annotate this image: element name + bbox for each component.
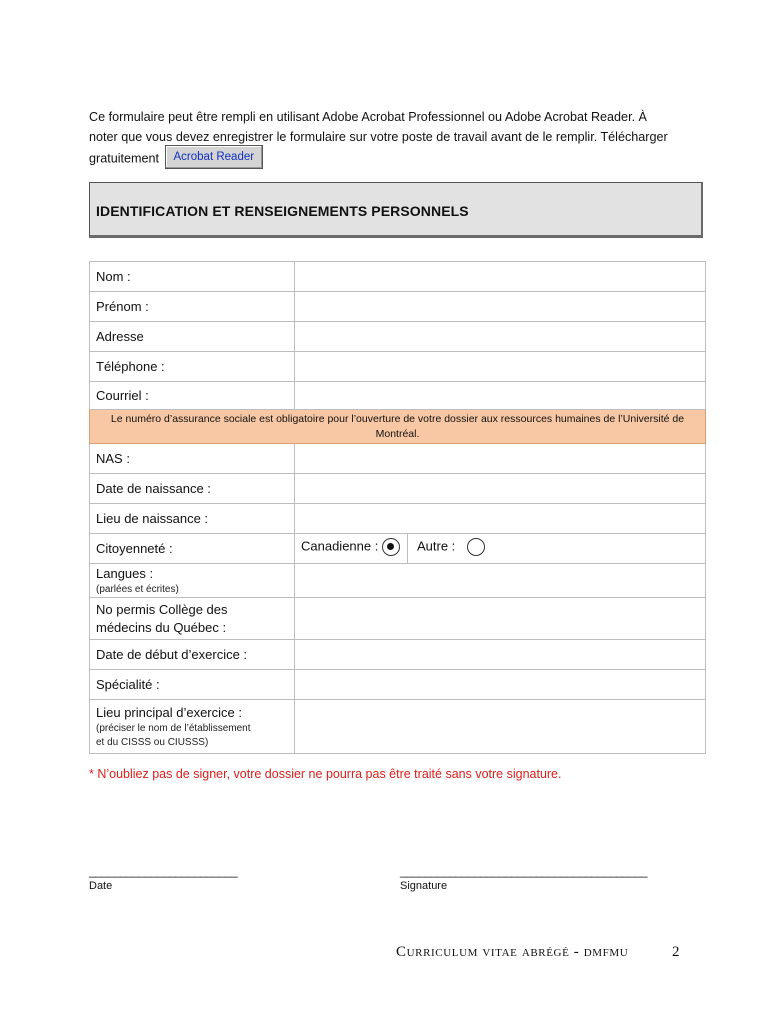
option-divider (407, 534, 408, 563)
identification-form (89, 261, 706, 754)
label-lieu-principal-main: Lieu principal d’exercice : (96, 704, 242, 720)
nas-field[interactable] (295, 444, 706, 474)
intro-text (89, 108, 709, 171)
label-date-naissance: Date de naissance : (90, 474, 295, 504)
acrobat-reader-button[interactable]: Acrobat Reader (165, 145, 264, 169)
option-canadienne-label: Canadienne : (301, 538, 379, 554)
label-adresse: Adresse (90, 322, 295, 352)
signature-warning: * N’oubliez pas de signer, votre dossier ne pourra pas être traité sans votre signature. (89, 767, 562, 781)
courriel-field[interactable] (295, 382, 706, 410)
lieu-naissance-field[interactable] (295, 504, 706, 534)
lieu-principal-field[interactable] (295, 700, 706, 754)
signature-line: ________________________________________ (400, 864, 647, 878)
row-nom (90, 262, 706, 292)
permis-field[interactable] (295, 598, 706, 640)
label-lieu-naissance: Lieu de naissance : (90, 504, 295, 534)
section-header (89, 182, 703, 238)
section-title: IDENTIFICATION ET RENSEIGNEMENTS PERSONNELS (96, 203, 469, 219)
label-lieu-principal-sub1: (préciser le nom de l’établissement (96, 722, 251, 734)
nom-field[interactable] (295, 262, 706, 292)
row-date-debut (90, 640, 706, 670)
label-date-debut: Date de début d’exercice : (90, 640, 295, 670)
label-permis (90, 598, 295, 640)
prenom-field[interactable] (295, 292, 706, 322)
intro-line-3 (89, 147, 709, 171)
row-courriel (90, 382, 706, 410)
option-autre (417, 538, 485, 556)
citoyennete-options (295, 534, 706, 564)
row-telephone (90, 352, 706, 382)
label-courriel: Courriel : (90, 382, 295, 410)
intro-line-2: noter que vous devez enregistrer le formulaire sur votre poste de travail avant de le remplir. Télécharger (89, 129, 668, 144)
label-prenom: Prénom : (90, 292, 295, 322)
intro-line-3-prefix: gratuitement (89, 151, 160, 166)
autre-radio[interactable] (467, 538, 485, 556)
label-nas: NAS : (90, 444, 295, 474)
label-lieu-principal (90, 700, 295, 754)
page-number: 2 (672, 944, 680, 960)
row-nas (90, 444, 706, 474)
label-specialite: Spécialité : (90, 670, 295, 700)
specialite-field[interactable] (295, 670, 706, 700)
date-debut-field[interactable] (295, 640, 706, 670)
option-autre-label: Autre : (417, 538, 456, 554)
row-specialite (90, 670, 706, 700)
langues-field[interactable] (295, 564, 706, 598)
label-telephone: Téléphone : (90, 352, 295, 382)
date-naissance-field[interactable] (295, 474, 706, 504)
row-langues (90, 564, 706, 598)
row-lieu-principal (90, 700, 706, 754)
row-notice (90, 410, 706, 444)
adresse-field[interactable] (295, 322, 706, 352)
option-canadienne (301, 538, 400, 556)
row-lieu-naissance (90, 504, 706, 534)
canadienne-radio[interactable] (382, 538, 400, 556)
label-permis-line2: médecins du Québec : (96, 619, 227, 635)
label-langues-sub: (parlées et écrites) (96, 583, 179, 595)
date-signature-line: ________________________ (89, 864, 238, 878)
signature-label: Signature (400, 880, 448, 892)
row-citoyennete (90, 534, 706, 564)
label-langues-main: Langues : (96, 565, 154, 581)
label-permis-line1: No permis Collège des (96, 601, 228, 617)
row-adresse (90, 322, 706, 352)
label-citoyennete: Citoyenneté : (90, 534, 295, 564)
row-prenom (90, 292, 706, 322)
telephone-field[interactable] (295, 352, 706, 382)
label-langues (90, 564, 295, 598)
intro-line-1: Ce formulaire peut être rempli en utilisant Adobe Acrobat Professionnel ou Adobe Acrobat Reader. À (89, 110, 647, 124)
footer-title: Curriculum vitae abrégé - dmfmu (396, 944, 629, 960)
label-lieu-principal-sub2: et du CISSS ou CIUSSS) (96, 736, 209, 748)
row-permis (90, 598, 706, 640)
date-label: Date (89, 880, 113, 892)
label-nom: Nom : (90, 262, 295, 292)
nas-notice: Le numéro d’assurance sociale est obligatoire pour l’ouverture de votre dossier aux ressources humaines de l’Université de Montréal. (90, 410, 706, 444)
row-date-naissance (90, 474, 706, 504)
